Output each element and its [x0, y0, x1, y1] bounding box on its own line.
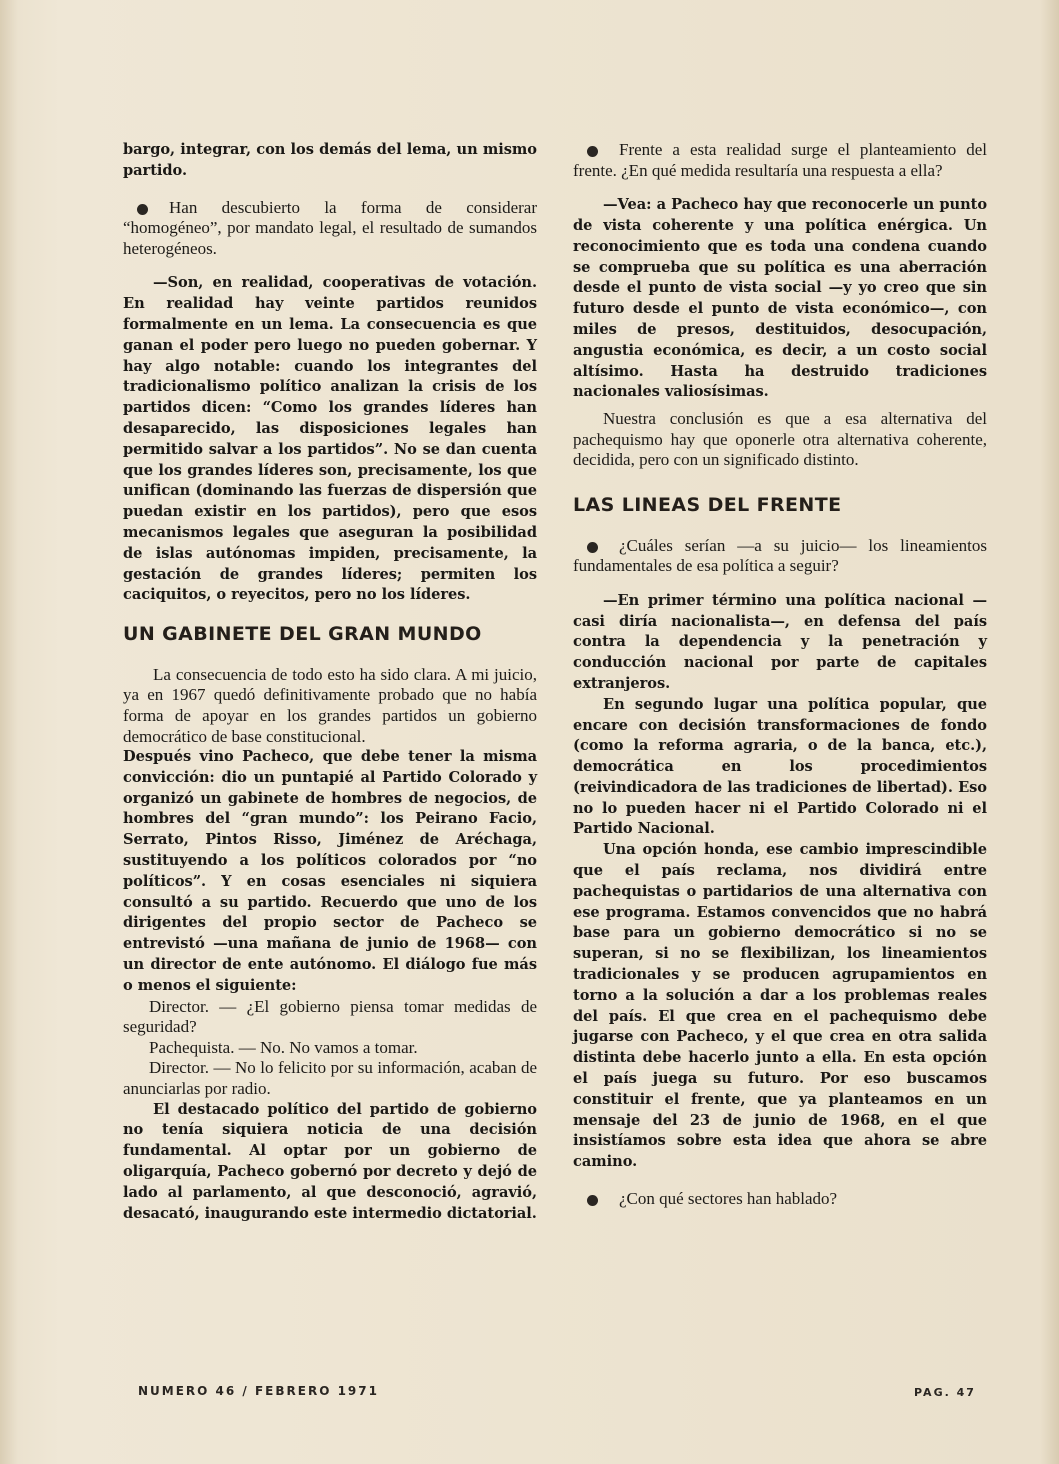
- question-text: ¿Con qué sectores han hablado?: [619, 1189, 838, 1209]
- section-heading: LAS LINEAS DEL FRENTE: [573, 493, 842, 516]
- bullet-icon: [587, 542, 598, 553]
- interview-question: [573, 140, 987, 181]
- dialogue-line: Pachequista. — No. No vamos a tomar.: [149, 1037, 418, 1057]
- interview-answer: —En primer término una política nacional —casi diría nacionalista—, en defensa del país contra la dependencia y la penetración y conducción nacional por parte de capitales extranjeros.: [573, 591, 987, 692]
- interview-question: [573, 536, 987, 577]
- dialogue-line: Director. — No lo felicito por su información, acaban de anunciarlas por radio.: [123, 1058, 537, 1099]
- interview-question: [123, 198, 537, 260]
- issue-footer: NUMERO 46 / FEBRERO 1971: [138, 1384, 379, 1398]
- question-text: ¿Cuáles serían —a su juicio— los lineamientos fundamentales de esa política a seguir?: [573, 535, 987, 576]
- bullet-icon: [587, 1195, 598, 1206]
- question-text: Han descubierto la forma de considerar “homogéneo”, por mandato legal, el resultado de sumandos heterogéneos.: [123, 197, 537, 258]
- paragraph: En segundo lugar una política popular, que encare con decisión transformaciones de fondo (como la reforma agraria, o de la banca, etc.), democrática en los procedimientos (reivindicadora de las tradiciones de libertad). Eso no lo pueden hacer ni el Partido Colorado ni el Partido Nacional.: [573, 695, 987, 838]
- paragraph: Después vino Pacheco, que debe tener la misma convicción: dio un puntapié al Partido Colorado y organizó un gabinete de hombres de negocios, de hombres del “gran mundo”: los Peirano Facio, Serrato, Pintos Risso, Jiménez de Aréchaga, sustituyendo a los políticos colorados por “no políticos”. Y en cosas esenciales ni siquiera consultó a su partido. Recuerdo que uno de los dirigentes del propio sector de Pacheco se entrevistó —una mañana de junio de 1968— con un director de ente autónomo. El diálogo fue más o menos el siguiente:: [123, 748, 537, 994]
- interview-answer: —Vea: a Pacheco hay que reconocerle un punto de vista coherente y una política enérgica. Un reconocimiento que es toda una condena cuando se comprueba que su política es una aberración desde el punto de vista social —y yo creo que sin futuro desde el punto de vista económico—, con miles de presos, destituidos, desocupación, angustia económica, es decir, a un costo social altísimo. Hasta ha destruido tradiciones nacionales valiosísimas.: [573, 196, 987, 401]
- bullet-icon: [137, 204, 148, 215]
- question-text: Frente a esta realidad surge el planteamiento del frente. ¿En qué medida resultaría una respuesta a ella?: [573, 140, 987, 180]
- section-heading: UN GABINETE DEL GRAN MUNDO: [123, 623, 482, 646]
- paragraph: Una opción honda, ese cambio imprescindible que el país reclama, nos dividirá entre pachequistas o partidarios de una alternativa con ese programa. Estamos convencidos que no habrá base para un gobierno democrático si no se superan, si no se flexibilizan, los lineamientos tradicionales y se producen agrupamientos en torno a la solución a dar a los problemas reales del país. El que crea en el pachequismo debe jugarse con Pacheco, y el que crea en otra salida distinta debe hacerlo junto a ella. En esta opción el país juega su futuro. Por eso buscamos constituir el frente, que ya planteamos en un mensaje del 23 de junio de 1968, en el que insistíamos sobre esta idea que ahora se abre camino.: [573, 841, 987, 1171]
- paragraph: El destacado político del partido de gobierno no tenía siquiera noticia de una decisión fundamental. Al optar por un gobierno de oligarquía, Pacheco gobernó por decreto y dejó de lado al parlamento, al que desconoció, agravió, desacató, inaugurando este intermedio dictatorial.: [123, 1100, 537, 1222]
- paragraph-continuation: bargo, integrar, con los demás del lema, un mismo partido.: [123, 141, 537, 179]
- right-column: [573, 140, 987, 1224]
- interview-answer: —Son, en realidad, cooperativas de votación. En realidad hay veinte partidos reunidos formalmente en un lema. La consecuencia es que ganan el poder pero luego no pueden gobernar. Y hay algo notable: cuando los integrantes del tradicionalismo político analizan la crisis de los partidos dicen: “Como los grandes líderes han desaparecido, las disposiciones legales han permitido salvar a los partidos”. No se dan cuenta que los grandes líderes son, precisamente, los que unifican (dominando las fuerzas de dispersión que puedan existir en los partidos), pero que esos mecanismos legales que aseguran la posibilidad de islas autónomas impiden, precisamente, la gestación de grandes líderes; permiten los caciquitos, o reyecitos, pero no los líderes.: [123, 274, 537, 604]
- left-column: [123, 140, 537, 1224]
- bullet-icon: [587, 146, 598, 157]
- page-number: PAG. 47: [914, 1386, 976, 1399]
- paragraph: La consecuencia de todo esto ha sido clara. A mi juicio, ya en 1967 quedó definitivamente probado que no había forma de apoyar en los grandes partidos un gobierno democrático de base constitucional.: [123, 664, 537, 746]
- paragraph: Nuestra conclusión es que a esa alternativa del pachequismo hay que oponerle otra alternativa coherente, decidida, pero con un significado distinto.: [573, 409, 987, 470]
- interview-question: [573, 1189, 987, 1210]
- dialogue-line: Director. — ¿El gobierno piensa tomar medidas de seguridad?: [123, 996, 537, 1037]
